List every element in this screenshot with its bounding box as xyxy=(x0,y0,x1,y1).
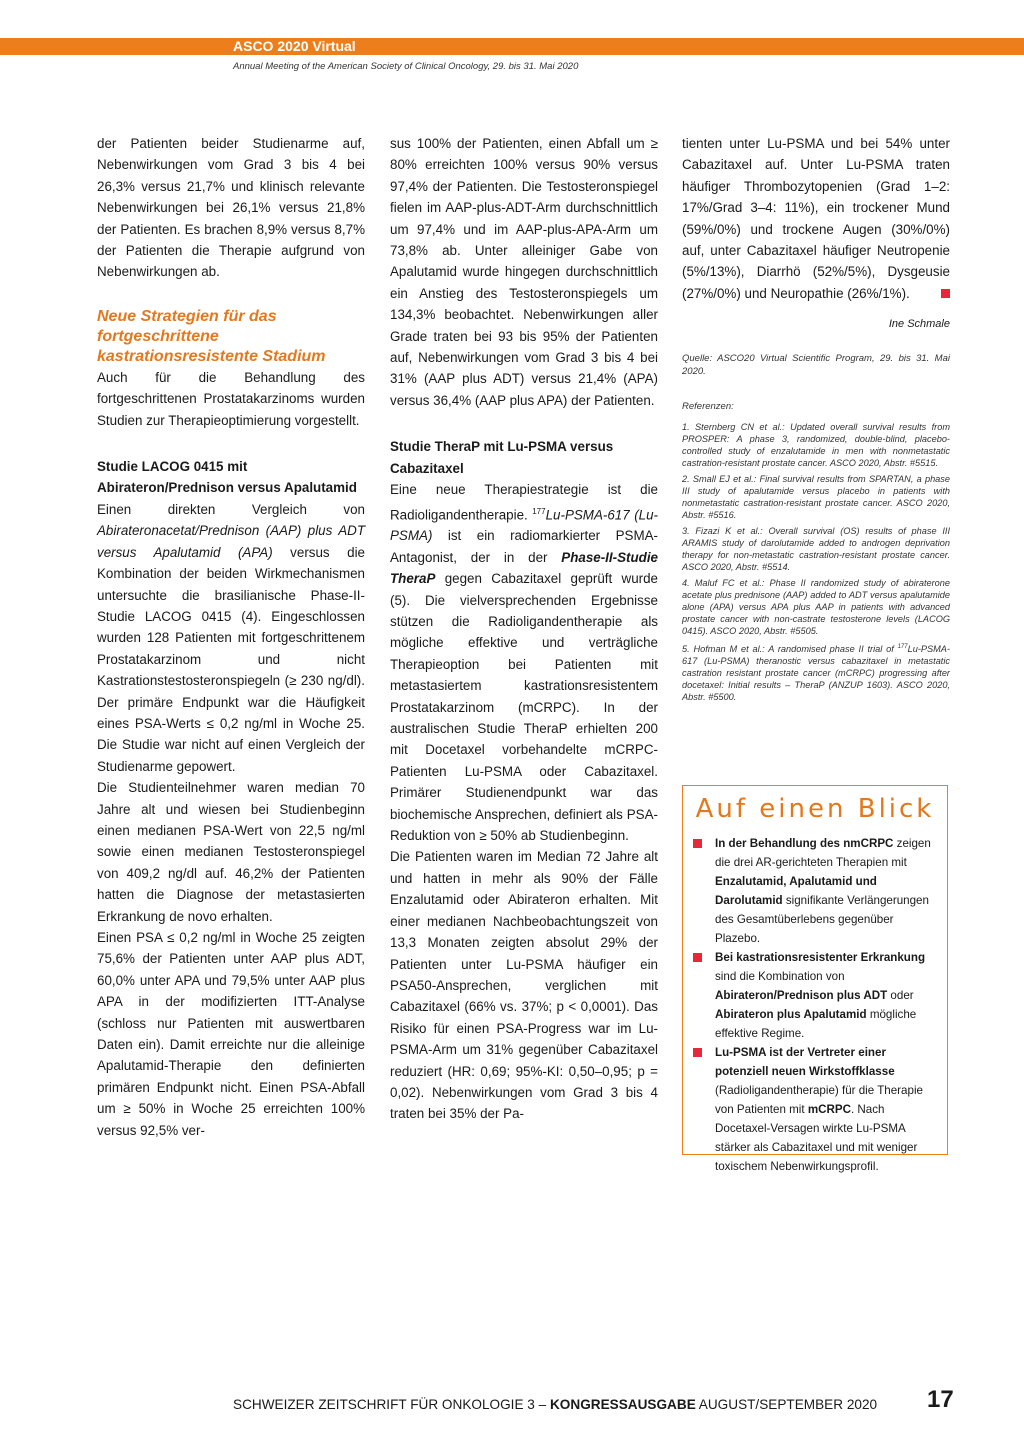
bullet-square-icon xyxy=(693,1048,702,1057)
author: Ine Schmale xyxy=(888,318,950,331)
summary-list xyxy=(683,834,947,1176)
reference-5: 5. Hofman M et al.: A randomised phase II trial of $^{177}$Lu-PSMA-617 (Lu-PSMA) theranostic versus cabazitaxel in metastatic castration resistant prostate cancer (mCRPC) progressing after docetaxel: Initial results – TheraP (ANZUP 1603). ASCO 2020, Abstr. #5500. xyxy=(682,644,950,703)
summary-box-title: Auf einen Blick xyxy=(695,794,935,824)
end-square-icon xyxy=(941,289,950,298)
column-3 xyxy=(682,133,950,703)
summary-item: Bei kastrationsresistenter Erkrankung sind die Kombination von Abirateron/Prednison plus ADT oder Abirateron plus Apalutamid mögliche effektive Regime. xyxy=(693,948,937,1043)
reference-2: 2. Small EJ et al.: Final survival results from SPARTAN, a phase III study of apalutamide versus placebo in patients with nonmetastatic castration-resistant prostate cancer. ASCO 2020, Abstr. #5516. xyxy=(682,474,950,521)
summary-item: In der Behandlung des nmCRPC zeigen die drei AR-gerichteten Therapien mit Enzalutamid, Apalutamid und Darolutamid signifikante Verlängerungen des Gesamtüberlebens gegenüber Plazebo. xyxy=(693,834,937,948)
col1-paragraph-3: Einen direkten Vergleich von Abirateronacetat/Prednison (AAP) plus ADT versus Apalutamid (APA) versus die Kombination der beiden Wirkmechanismen untersuchte die brasilianische Phase-II-Studie LACOG 0415 (4). Eingeschlossen wurden 128 Patienten mit fortgeschrittenem Prostatakarzinom und nicht Kastrationstestosteronspiegeln (≥ 230 ng/dl). Der primäre Endpunkt war die Häufigkeit eines PSA-Werts ≤ 0,2 ng/ml in Woche 25. Die Studie war nicht auf einen Vergleich der Studienarme gepowert. xyxy=(97,501,365,774)
col1-paragraph-1: der Patienten beider Studienarme auf, Nebenwirkungen vom Grad 3 bis 4 bei 26,3% versus 21,7% und klinisch relevante Nebenwirkungen bei 26,1% versus 21,8% der Patienten. Es brachen 8,9% versus 8,7% der Patienten die Therapie aufgrund von Nebenwirkungen ab. xyxy=(97,136,365,280)
header-subtitle: Annual Meeting of the American Society of Clinical Oncology, 29. bis 31. Mai 2020 xyxy=(233,61,579,72)
col1-heading-2: Studie LACOG 0415 mit Abirateron/Prednison versus Apalutamid xyxy=(97,459,357,496)
reference-4: 4. Maluf FC et al.: Phase II randomized study of abiraterone acetate plus prednisone (AAP) added to ADT versus apalutamide alone (APA) versus APA plus AAP in patients with advanced prostate cancer with non-castrate testosterone levels (LACOG 0415). ASCO 2020, Abstr. #5505. xyxy=(682,578,950,637)
source: Quelle: ASCO20 Virtual Scientific Program, 29. bis 31. Mai 2020. xyxy=(682,352,950,377)
summary-item: Lu-PSMA ist der Vertreter einer potenziell neuen Wirkstoffklasse (Radioligandentherapie) für die Therapie von Patienten mit mCRPC. Nach Docetaxel-Versagen wirkte Lu-PSMA stärker als Cabazitaxel und mit weniger toxischem Nebenwirkungsprofil. xyxy=(693,1043,937,1176)
col3-paragraph-1: tienten unter Lu-PSMA und bei 54% unter Cabazitaxel auf. Unter Lu-PSMA traten häufiger Thrombozytopenien (Grad 1–2: 17%/Grad 3–4: 11%), ein trockener Mund (59%/0%) und trockene Augen (30%/0%) auf, unter Cabazitaxel häufiger Neutropenie (5%/13%), Diarrhö (52%/5%), Dysgeusie (27%/0%) und Neuropathie (26%/1%). xyxy=(682,136,950,301)
col2-paragraph-1: sus 100% der Patienten, einen Abfall um ≥ 80% erreichten 100% versus 90% versus 97,4% der Patienten. Die Testosteronspiegel fielen im AAP-plus-ADT-Arm durchschnittlich um 97,4% und im AAP-plus-APA-Arm um 73,8% ab. Unter alleiniger Gabe von Apalutamid wurde hingegen durchschnittlich ein Anstieg des Testosteronspiegels um 134,3% beobachtet. Nebenwirkungen aller Grade traten bei 93 bis 95% der Patienten auf, Nebenwirkungen vom Grad 3 bis 4 bei 31% (AAP plus ADT) versus 21,4% (APA) versus 36,4% (AAP plus APA) der Patienten. xyxy=(390,136,658,408)
col1-paragraph-5: Einen PSA ≤ 0,2 ng/ml in Woche 25 zeigten 75,6% der Patienten unter AAP plus ADT, 60,0% unter APA und 79,5% unter AAP plus APA in der modifizierten ITT-Analyse (schloss nur Patienten mit auswertbaren Daten ein). Damit erreichte nur die alleinige Apalutamid-Therapie den definierten primären Endpunkt nicht. Einen PSA-Abfall um ≥ 50% in Woche 25 erreichten 100% versus 92,5% ver- xyxy=(97,930,365,1138)
footer: SCHWEIZER ZEITSCHRIFT FÜR ONKOLOGIE 3 – KONGRESSAUSGABE AUGUST/SEPTEMBER 2020 xyxy=(233,1397,878,1412)
summary-box xyxy=(682,785,948,1173)
page-number: 17 xyxy=(927,1386,954,1413)
col2-paragraph-3: Die Patienten waren im Median 72 Jahre alt und hatten in mehr als 90% der Fälle Enzalutamid oder Abirateron erhalten. Mit einer medianen Nachbeobachtungszeit von 13,3 Monaten zeigten absolut 29% der Patienten unter Lu-PSMA häufiger ein PSA50-Ansprechen, verglichen mit Cabazitaxel (66% vs. 37%; p < 0,0001). Das Risiko für einen PSA-Progress war im Lu-PSMA-Arm um 31% gegenüber Cabazitaxel reduziert (HR: 0,69; 95%-KI: 0,50–0,95; p = 0,02). Nebenwirkungen vom Grad 3 bis 4 traten bei 35% der Pa- xyxy=(390,849,658,1122)
col1-paragraph-2: Auch für die Behandlung des fortgeschrittenen Prostatakarzinoms wurden Studien zur Therapieoptimierung vorgestellt. xyxy=(97,369,365,428)
col1-heading-1: Neue Strategien für das fortgeschrittene kastrationsresistente Stadium xyxy=(97,307,326,365)
header-title: ASCO 2020 Virtual xyxy=(233,38,356,54)
column-2 xyxy=(390,133,658,1125)
header-bar xyxy=(0,38,1024,55)
col1-paragraph-4: Die Studienteilnehmer waren median 70 Jahre alt und wiesen bei Studienbeginn einen medianen PSA-Wert von 22,5 ng/ml sowie einen medianen Testosteronspiegel von 409,2 ng/dl auf. 46,2% der Patienten hatten die Diagnose der metastasierten Erkrankung de novo erhalten. xyxy=(97,780,365,924)
reference-1: 1. Sternberg CN et al.: Updated overall survival results from PROSPER: A phase 3, randomized, double-blind, placebo-controlled study of enzalutamide in men with nonmetastatic castration-resistant prostate cancer. ASCO 2020, Abstr. #5515. xyxy=(682,422,950,469)
bullet-square-icon xyxy=(693,953,702,962)
references-title: Referenzen: xyxy=(682,400,734,412)
reference-3: 3. Fizazi K et al.: Overall survival (OS) results of phase III ARAMIS study of darolutamide added to androgen deprivation therapy for non-metastatic castration-resistant prostate cancer. ASCO 2020, Abstr. #5514. xyxy=(682,526,950,573)
column-1 xyxy=(97,133,365,1141)
col2-paragraph-2: Eine neue Therapiestrategie ist die Radioligandentherapie. $^{177}$Lu-PSMA-617 (Lu-PSMA) ist ein radiomarkierter PSMA-Antagonist, der in der Phase-II-Studie TheraP gegen Cabazitaxel geprüft wurde (5). Die vielversprechenden Ergebnisse stützen die Radioligandentherapie als mögliche effektive und verträgliche Therapieoption bei Patienten mit metastasiertem kastrationsresistentem Prostatakarzinom (mCRPC). In der australischen Studie TheraP erhielten 200 mit Docetaxel vorbehandelte mCRPC-Patienten Lu-PSMA oder Cabazitaxel. Primärer Studienendpunkt war das biochemische Ansprechen, definiert als PSA-Reduktion von ≥ 50% ab Studienbeginn. xyxy=(390,482,659,844)
col2-heading: Studie TheraP mit Lu-PSMA versus Cabazitaxel xyxy=(390,439,614,476)
bullet-square-icon xyxy=(693,839,702,848)
